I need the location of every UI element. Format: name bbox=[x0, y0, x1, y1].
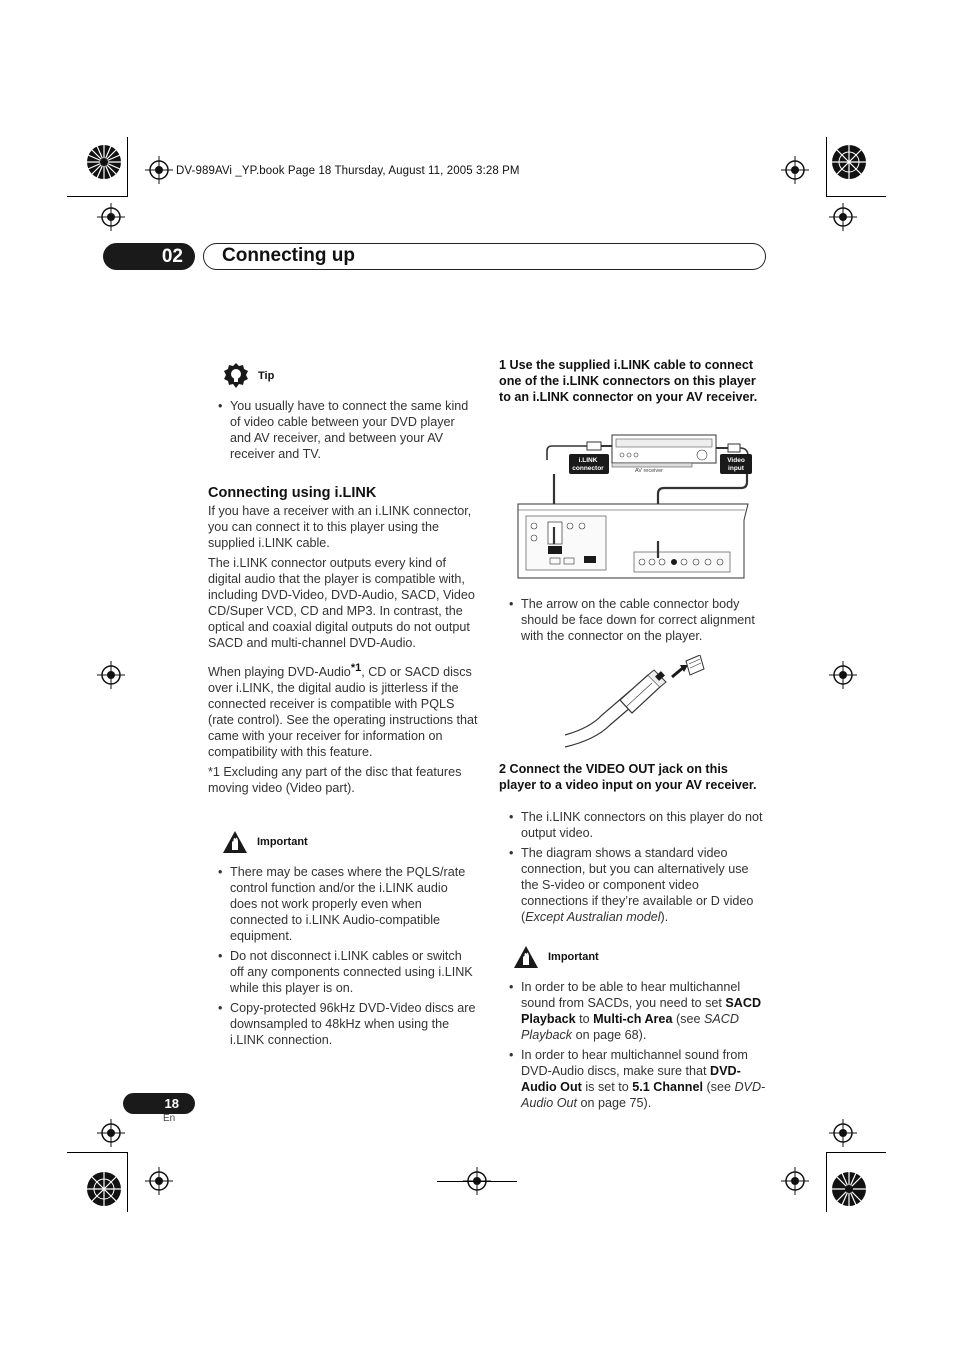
chapter-number-badge: 02 bbox=[103, 243, 195, 270]
list-item: • You usually have to connect the same kind of video cable between your DVD player and AV receiver, and between your AV receiver and TV. bbox=[208, 398, 478, 462]
crosshair-target-icon bbox=[97, 661, 125, 689]
crosshair-target-icon bbox=[781, 1167, 809, 1195]
av-receiver-label: AV receiver bbox=[635, 468, 664, 474]
step-1-instruction: 1 Use the supplied i.LINK cable to connect one of the i.LINK connectors on this player to an i.LINK connector on your AV receiver. bbox=[499, 358, 758, 404]
step-2-notes bbox=[499, 809, 767, 925]
important-label: Important bbox=[548, 951, 599, 963]
step-2-instruction: 2 Connect the VIDEO OUT jack on this player to a video input on your AV receiver. bbox=[499, 762, 757, 792]
footnote: *1 Excluding any part of the disc that features moving video (Video part). bbox=[208, 765, 462, 796]
crosshair-target-icon bbox=[97, 203, 125, 231]
footnote-marker: *1 bbox=[350, 662, 362, 674]
crosshair-target-icon bbox=[829, 661, 857, 689]
list-item: • In order to be able to hear multichannel sound from SACDs, you need to set SACD Playback to Multi-ch Area (see SACD Playback on page 68). bbox=[499, 979, 767, 1043]
book-info-line: DV-989AVi _YP.book Page 18 Thursday, August 11, 2005 3:28 PM bbox=[176, 165, 520, 177]
crosshair-target-icon bbox=[781, 156, 809, 184]
registration-sunburst-icon bbox=[82, 140, 126, 184]
paragraph: If you have a receiver with an i.LINK connector, you can connect it to this player using the supplied i.LINK cable. bbox=[208, 504, 472, 550]
list-item: • There may be cases where the PQLS/rate control function and/or the i.LINK audio does not work properly even when connected to i.LINK Audio-compatible equipment. bbox=[208, 864, 478, 944]
registration-sunburst-icon bbox=[827, 1167, 871, 1211]
registration-sunburst-icon bbox=[827, 140, 871, 184]
section-body bbox=[208, 503, 478, 796]
ilink-connector-label: i.LINK connector bbox=[572, 457, 604, 472]
crosshair-target-icon bbox=[97, 1119, 125, 1147]
list-item: • The i.LINK connectors on this player do not output video. bbox=[499, 809, 767, 841]
crosshair-target-icon bbox=[145, 1167, 173, 1195]
crosshair-target-icon bbox=[829, 203, 857, 231]
tip-label: Tip bbox=[258, 370, 275, 382]
list-item: • Do not disconnect i.LINK cables or switch off any components connected using i.LINK while this player is on. bbox=[208, 948, 478, 996]
important-bullets bbox=[208, 864, 478, 1048]
important-warning-icon bbox=[513, 945, 539, 969]
list-item: • The diagram shows a standard video connection, but you can alternatively use the S-video or component video connections if they’re available or D video (Except Australian model). bbox=[499, 845, 767, 925]
crosshair-target-icon bbox=[145, 156, 173, 184]
crosshair-target-icon bbox=[829, 1119, 857, 1147]
language-code: En bbox=[163, 1113, 176, 1124]
important-warning-icon bbox=[222, 830, 248, 854]
registration-sunburst-icon bbox=[82, 1167, 126, 1211]
ilink-connection-diagram bbox=[512, 432, 760, 582]
paragraph: The i.LINK connector outputs every kind of digital audio that the player is compatible with, including DVD-Video, DVD-Audio, SACD, Video CD/Super VCD, CD and MP3. In contrast, the optical and coaxial digital outputs do not output SACD and multi-channel DVD-Audio. bbox=[208, 556, 475, 650]
section-heading: Connecting using i.LINK bbox=[208, 485, 377, 501]
list-item: • The arrow on the cable connector body should be face down for correct alignment with the connector on the player. bbox=[499, 596, 767, 644]
chapter-title: Connecting up bbox=[222, 245, 355, 266]
paragraph-dvd-audio: When playing DVD-Audio$^{*1}$, CD or SACD discs over i.LINK, the digital audio is jitterless if the connected receiver is compatible with PQLS (rate control). See the operating instructions that came with your receiver for information on compatibility with this feature. bbox=[208, 662, 478, 760]
tip-lightbulb-icon bbox=[223, 363, 249, 389]
list-item: • Copy-protected 96kHz DVD-Video discs are downsampled to 48kHz when using the i.LINK connection. bbox=[208, 1000, 478, 1048]
list-item: • In order to hear multichannel sound from DVD-Audio discs, make sure that DVD-Audio Out is set to 5.1 Channel (see DVD-Audio Out on page 75). bbox=[499, 1047, 767, 1111]
important-bullets-right bbox=[499, 979, 767, 1111]
video-input-label: Video input bbox=[727, 457, 745, 472]
page-number: 18 bbox=[123, 1093, 195, 1114]
important-label: Important bbox=[257, 836, 308, 848]
ilink-cable-plug-illustration bbox=[560, 655, 710, 755]
tip-bullets bbox=[208, 398, 478, 462]
step-1-notes bbox=[499, 596, 767, 644]
